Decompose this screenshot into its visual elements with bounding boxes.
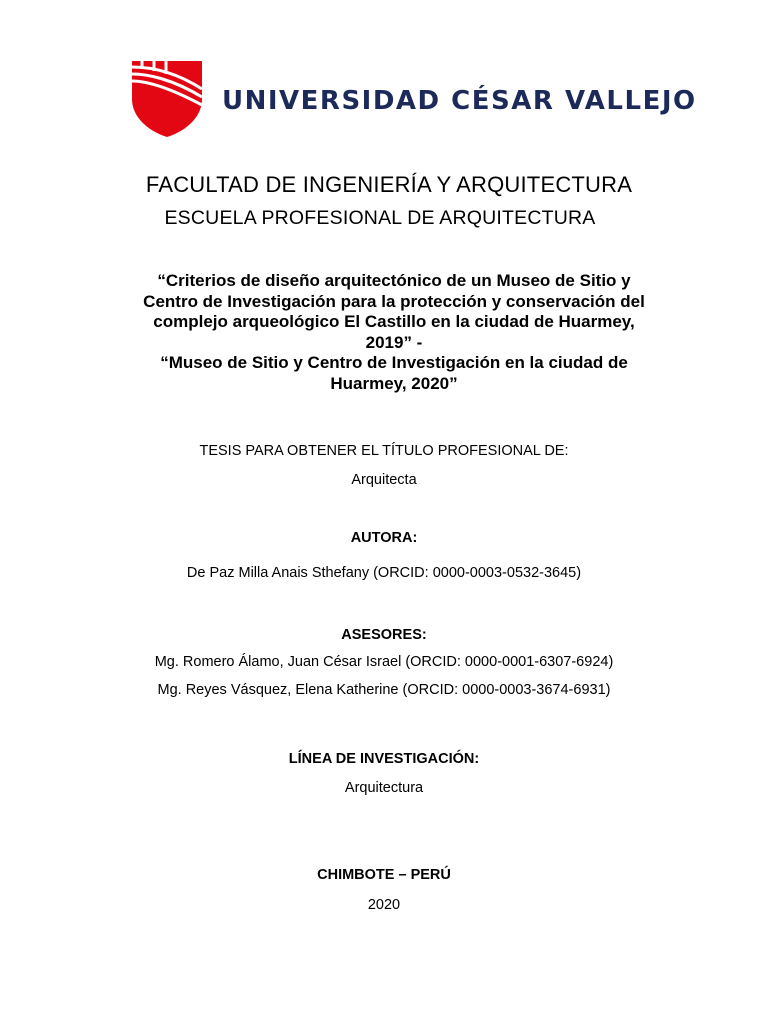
faculty-heading: FACULTAD DE INGENIERÍA Y ARQUITECTURA bbox=[145, 172, 633, 197]
title-line: 2019” - bbox=[365, 332, 423, 352]
degree-name: Arquitecta bbox=[351, 472, 417, 488]
degree-purpose: TESIS PARA OBTENER EL TÍTULO PROFESIONAL DE: bbox=[199, 443, 569, 459]
advisors-label: ASESORES: bbox=[341, 627, 427, 643]
title-line: complejo arqueológico El Castillo en la ciudad de Huarmey, bbox=[153, 312, 635, 331]
research-line-value: Arquitectura bbox=[344, 780, 424, 796]
title-line: Centro de Investigación para la protección y conservación del bbox=[143, 291, 645, 311]
ucv-shield-icon bbox=[128, 59, 206, 139]
school-heading: ESCUELA PROFESIONAL DE ARQUITECTURA bbox=[164, 207, 596, 229]
advisor-name: Mg. Reyes Vásquez, Elena Katherine (ORCID: 0000-0003-3674-6931) bbox=[157, 682, 611, 698]
place: CHIMBOTE – PERÚ bbox=[317, 867, 451, 883]
title-line: “Criterios de diseño arquitectónico de un Museo de Sitio y bbox=[157, 271, 631, 290]
author-name: De Paz Milla Anais Sthefany (ORCID: 0000-0003-0532-3645) bbox=[186, 565, 582, 581]
year: 2020 bbox=[367, 897, 401, 913]
title-line: Huarmey, 2020” bbox=[330, 373, 458, 393]
advisor-name: Mg. Romero Álamo, Juan César Israel (ORCID: 0000-0001-6307-6924) bbox=[154, 654, 614, 670]
title-line: “Museo de Sitio y Centro de Investigación en la ciudad de bbox=[160, 353, 628, 372]
university-logo bbox=[128, 58, 697, 140]
author-label: AUTORA: bbox=[350, 530, 418, 546]
university-wordmark: UNIVERSIDAD CÉSAR VALLEJO bbox=[222, 86, 697, 116]
research-line-label: LÍNEA DE INVESTIGACIÓN: bbox=[288, 751, 480, 767]
thesis-title bbox=[100, 271, 688, 394]
